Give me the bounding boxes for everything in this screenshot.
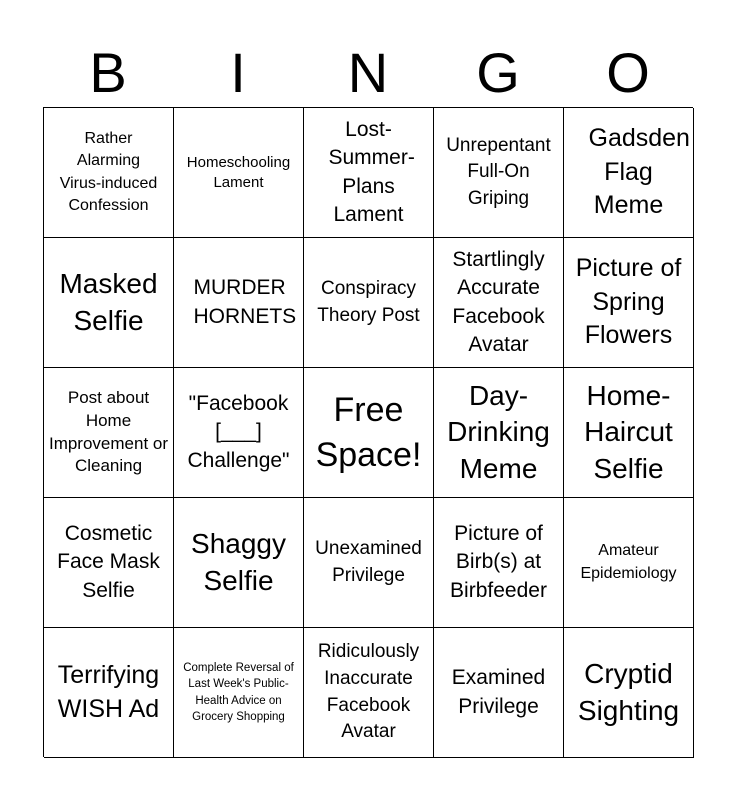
header-letter-i: I (230, 41, 246, 104)
bingo-cell[interactable] (434, 498, 564, 628)
cell-label: Terrifying WISH Ad (57, 660, 160, 723)
bingo-cell[interactable] (304, 628, 434, 758)
cell-label: Homeschooling Lament (186, 154, 291, 191)
bingo-cell[interactable] (174, 368, 304, 498)
header-letter-o: O (606, 41, 650, 104)
cell-label: Unrepentant Full-On Griping (446, 134, 551, 209)
bingo-cell[interactable] (434, 368, 564, 498)
bingo-grid (43, 107, 693, 757)
bingo-cell[interactable] (434, 238, 564, 368)
cell-label: Picture of Birb(s) at Birbfeeder (450, 521, 547, 602)
cell-label: Gadsden Flag Meme (588, 123, 690, 220)
bingo-cell[interactable] (174, 628, 304, 758)
cell-label: Rather Alarming Virus-induced Confession (59, 129, 158, 214)
bingo-cell[interactable] (304, 498, 434, 628)
cell-label: Startlingly Accurate Facebook Avatar (452, 247, 545, 356)
header-letter-n: N (347, 41, 389, 104)
cell-label: MURDER HORNETS (193, 276, 297, 328)
cell-label: Amateur Epidemiology (580, 542, 677, 582)
cell-label: Masked Selfie (59, 268, 158, 336)
bingo-cell[interactable] (44, 108, 174, 238)
bingo-cell[interactable] (564, 108, 694, 238)
bingo-cell[interactable] (304, 238, 434, 368)
cell-label: Ridiculously Inaccurate Facebook Avatar (317, 641, 420, 743)
bingo-cell[interactable] (564, 628, 694, 758)
bingo-cell[interactable] (44, 238, 174, 368)
cell-label: Home-Haircut Selfie (584, 379, 673, 484)
bingo-cell[interactable] (44, 498, 174, 628)
cell-label: Cryptid Sighting (577, 658, 680, 726)
bingo-cell[interactable] (174, 238, 304, 368)
cell-label: Picture of Spring Flowers (575, 253, 682, 350)
header-letter-g: G (476, 41, 520, 104)
cell-label: Shaggy Selfie (191, 528, 286, 596)
bingo-cell[interactable] (434, 108, 564, 238)
bingo-cell[interactable] (564, 368, 694, 498)
cell-label: Lost-Summer-Plans Lament (328, 117, 415, 226)
cell-label: Conspiracy Theory Post (317, 277, 420, 326)
bingo-cell[interactable] (174, 498, 304, 628)
bingo-header (43, 40, 693, 106)
free-space-cell[interactable] (304, 368, 434, 498)
bingo-cell[interactable] (44, 368, 174, 498)
bingo-cell[interactable] (44, 628, 174, 758)
bingo-cell[interactable] (304, 108, 434, 238)
cell-label: Examined Privilege (451, 666, 546, 718)
bingo-cell[interactable] (434, 628, 564, 758)
cell-label: "Facebook [___] Challenge" (187, 391, 290, 472)
cell-label: Complete Reversal of Last Week's Public-Health Advice on Grocery Shopping (183, 662, 294, 723)
cell-label: Post about Home Improvement or Cleaning (48, 387, 169, 476)
cell-label: Cosmetic Face Mask Selfie (57, 521, 160, 602)
header-letter-b: B (89, 41, 127, 104)
cell-label: Unexamined Privilege (315, 537, 422, 586)
cell-label: Day-Drinking Meme (447, 379, 550, 484)
bingo-cell[interactable] (564, 238, 694, 368)
bingo-cell[interactable] (564, 498, 694, 628)
bingo-cell[interactable] (174, 108, 304, 238)
cell-label: Free Space! (315, 391, 422, 474)
